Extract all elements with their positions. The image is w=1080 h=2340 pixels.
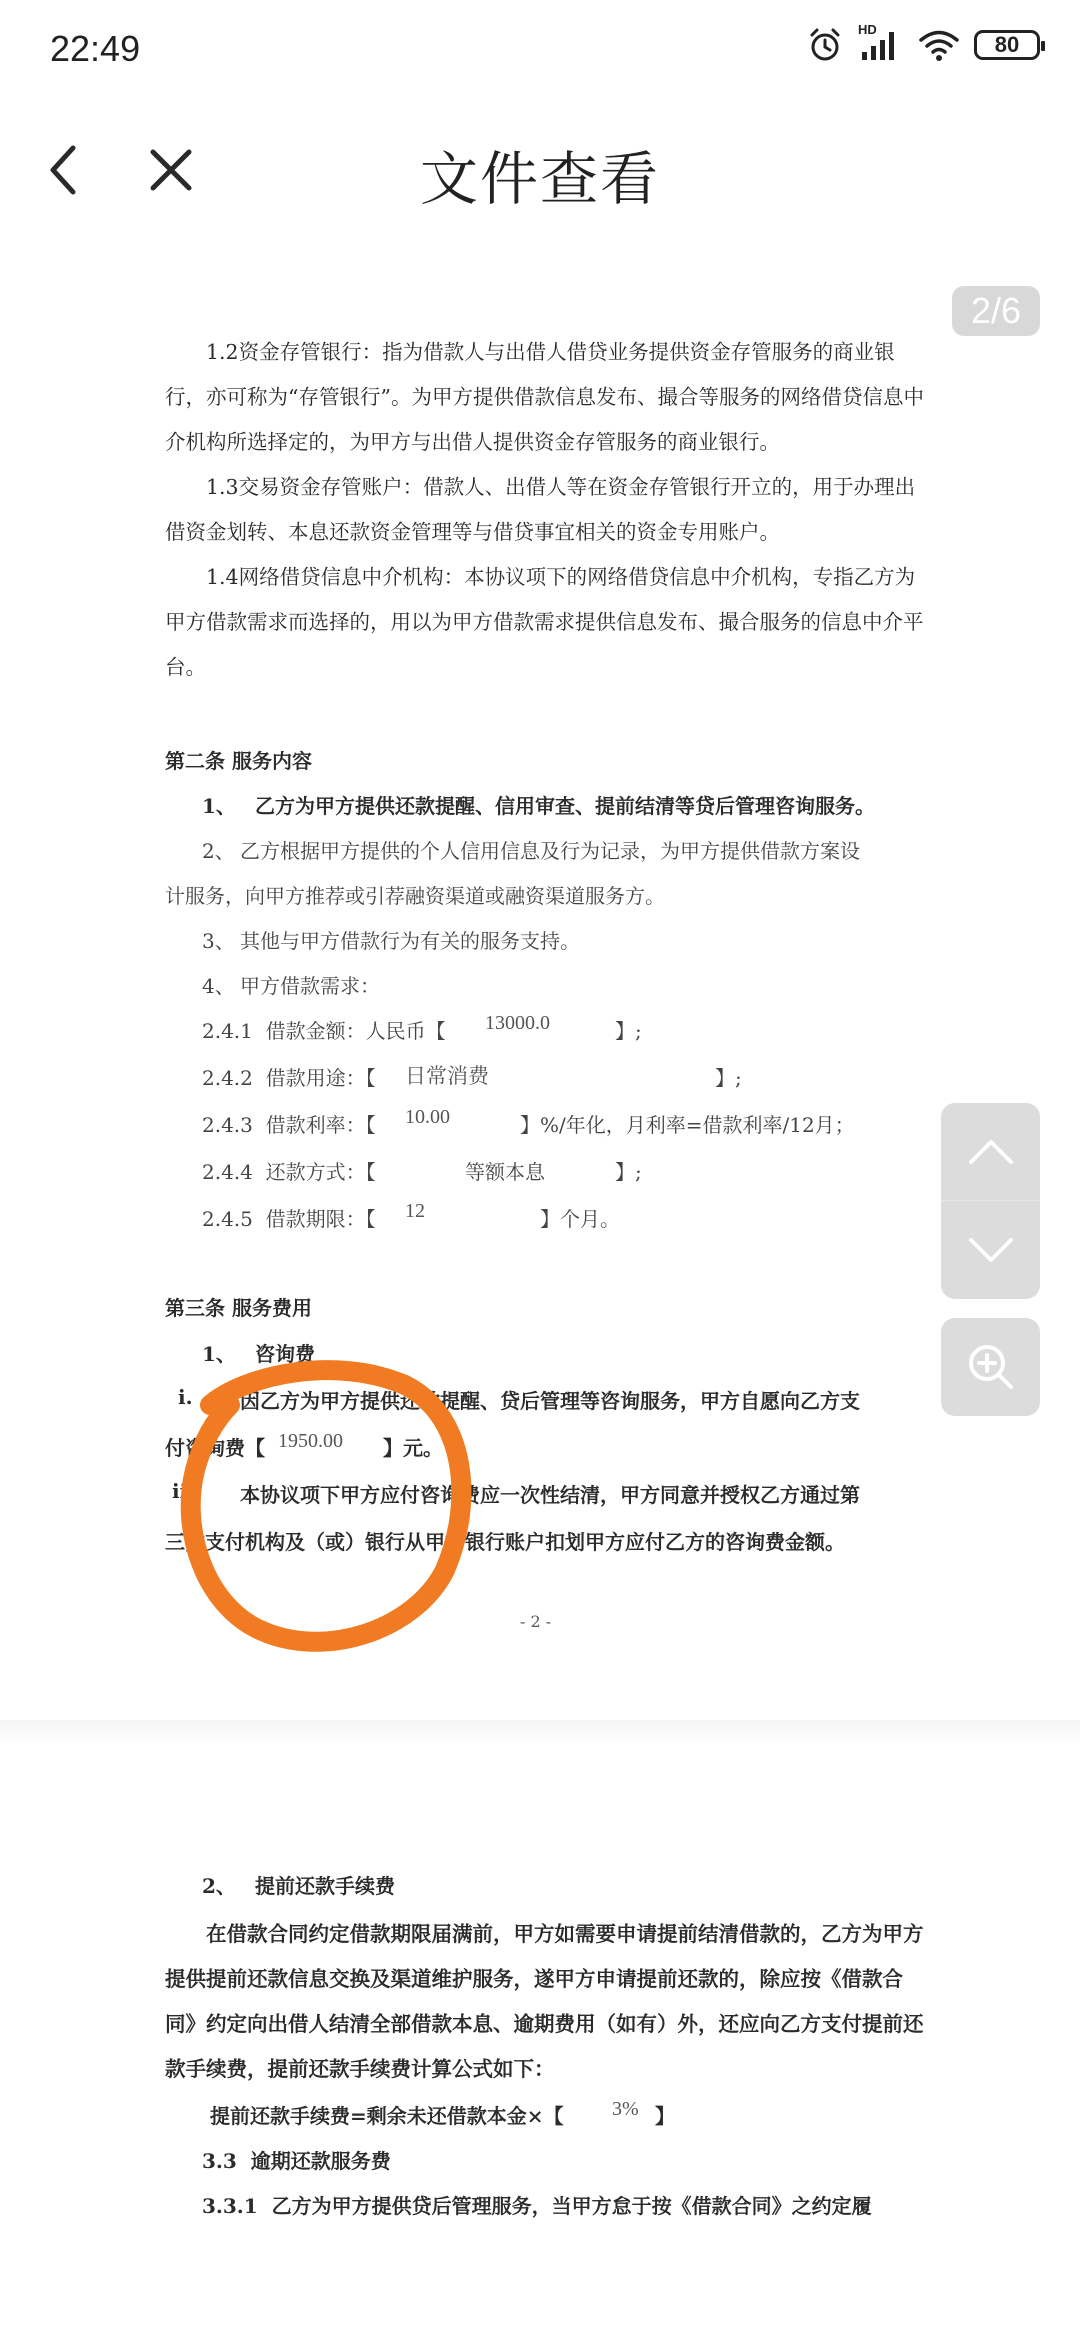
- status-bar: [0, 0, 1080, 100]
- formula-label: 提前还款手续费=剩余未还借款本金×【: [210, 2104, 564, 2128]
- paragraph-1-3: 1.3交易资金存管账户：借款人、出借人等在资金存管银行开立的，用于办理出借资金划转、本息还款资金管理等与借贷事宜相关的资金专用账户。: [165, 475, 916, 544]
- clause-i-text: 因乙方为甲方提供还款提醒、贷后管理等咨询服务，甲方自愿向乙方支: [240, 1389, 860, 1413]
- section-3-3-title: 3.3 逾期还款服务费: [202, 2149, 391, 2173]
- zoom-in-icon: [965, 1341, 1017, 1393]
- loan-amount-value: 13000.0: [485, 1012, 550, 1034]
- paragraph-1-4: 1.4网络借贷信息中介机构：本协议项下的网络借贷信息中介机构，专指乙方为甲方借款需求而选择的，用以为甲方借款需求提供信息发布、撮合服务的信息中介平台。: [165, 565, 924, 679]
- list-item-num: 3、: [202, 929, 235, 953]
- paragraph-1-2: 1.2资金存管银行：指为借款人与出借人借贷业务提供资金存管服务的商业银行，亦可称为“存管银行”。为甲方提供借款信息发布、撮合等服务的网络借贷信息中介机构所选择定的，为甲方与出借人提供资金存管服务的商业银行。: [165, 340, 924, 454]
- loan-amount-label: 2.4.1 借款金额：人民币【: [202, 1019, 446, 1043]
- repayment-method-end: 】;: [615, 1160, 642, 1184]
- list-item-cont: 计服务，向甲方推荐或引荐融资渠道或融资渠道服务方。: [165, 884, 665, 908]
- formula-end: 】: [655, 2104, 675, 2128]
- list-item: 乙方为甲方提供还款提醒、信用审查、提前结清等贷后管理咨询服务。: [255, 794, 875, 818]
- list-item-num: 4、: [202, 974, 235, 998]
- hd-label: HD: [858, 22, 877, 37]
- battery-icon: [974, 30, 1040, 60]
- repayment-method-label: 2.4.4 还款方式：【: [202, 1160, 376, 1184]
- list-item-num: 1、: [202, 1342, 236, 1366]
- loan-term-end: 】个月。: [540, 1207, 620, 1231]
- page-divider: [0, 1720, 1080, 1744]
- doc-definitions: [165, 330, 925, 690]
- prepayment-text: 在借款合同约定借款期限届满前，甲方如需要申请提前结清借款的，乙方为甲方提供提前还款信息交换及渠道维护服务，遂甲方申请提前还款的，除应按《借款合同》约定向出借人结清全部借款本息、逾期费用（如有）外，还应向乙方支付提前还款手续费，提前还款手续费计算公式如下：: [165, 1922, 924, 2081]
- loan-amount-end: 】;: [615, 1019, 642, 1043]
- page-indicator: 2/6: [952, 286, 1040, 336]
- battery-level: 80: [994, 32, 1020, 57]
- list-item-num: 2、: [202, 839, 235, 863]
- list-item-num: 2、: [202, 1874, 236, 1898]
- clause-i-label: i.: [178, 1385, 193, 1409]
- chevron-down-icon: [967, 1236, 1015, 1264]
- list-item: 甲方借款需求：: [240, 974, 380, 998]
- loan-term-value: 12: [405, 1200, 425, 1222]
- consulting-fee-value: 1950.00: [278, 1430, 343, 1452]
- loan-purpose-value: 日常消费: [405, 1064, 489, 1088]
- clause-ii-text-cont: 三方支付机构及（或）银行从甲方银行账户扣划甲方应付乙方的咨询费金额。: [165, 1530, 845, 1554]
- app-header: [0, 110, 1080, 230]
- zoom-in-button[interactable]: [941, 1318, 1040, 1416]
- loan-term-label: 2.4.5 借款期限：【: [202, 1207, 376, 1231]
- section-2-title: 第二条 服务内容: [165, 749, 312, 773]
- loan-purpose-end: 】;: [715, 1066, 742, 1090]
- list-item: 提前还款手续费: [255, 1874, 395, 1898]
- clause-ii-text: 本协议项下甲方应付咨询费应一次性结清，甲方同意并授权乙方通过第: [240, 1483, 860, 1507]
- page-nav-panel: [941, 1103, 1040, 1299]
- list-item: 咨询费: [255, 1342, 315, 1366]
- signal-icon: [858, 22, 904, 64]
- formula-value: 3%: [612, 2098, 639, 2120]
- next-page-button[interactable]: [941, 1201, 1040, 1298]
- chevron-up-icon: [967, 1138, 1015, 1166]
- status-time: 22:49: [50, 28, 141, 69]
- prev-page-button[interactable]: [941, 1103, 1040, 1201]
- loan-purpose-label: 2.4.2 借款用途：【: [202, 1066, 376, 1090]
- interest-rate-end: 】%/年化，月利率=借款利率/12月；: [520, 1113, 855, 1137]
- clause-i-fee-label: 付咨询费【: [165, 1436, 265, 1460]
- page-title: 文件查看: [419, 145, 660, 213]
- alarm-icon: [806, 26, 844, 64]
- section-3-title: 第三条 服务费用: [165, 1296, 312, 1320]
- page-number: - 2 -: [520, 1612, 552, 1631]
- circle-annotation: [175, 1360, 485, 1660]
- list-item-num: 1、: [202, 794, 236, 818]
- wifi-icon: [918, 27, 960, 63]
- repayment-method-value: 等额本息: [465, 1160, 545, 1184]
- interest-rate-label: 2.4.3 借款利率：【: [202, 1113, 376, 1137]
- section-3-3-1-text: 3.3.1 乙方为甲方提供贷后管理服务，当甲方怠于按《借款合同》之约定履: [202, 2194, 872, 2218]
- prepayment-paragraph: [165, 1912, 925, 2092]
- clause-ii-label: ii.: [172, 1479, 195, 1503]
- list-item: 乙方根据甲方提供的个人信用信息及行为记录，为甲方提供借款方案设: [240, 839, 860, 863]
- interest-rate-value: 10.00: [405, 1106, 450, 1128]
- list-item: 其他与甲方借款行为有关的服务支持。: [240, 929, 580, 953]
- clause-i-fee-end: 】元。: [383, 1436, 443, 1460]
- status-icons: [806, 22, 1040, 64]
